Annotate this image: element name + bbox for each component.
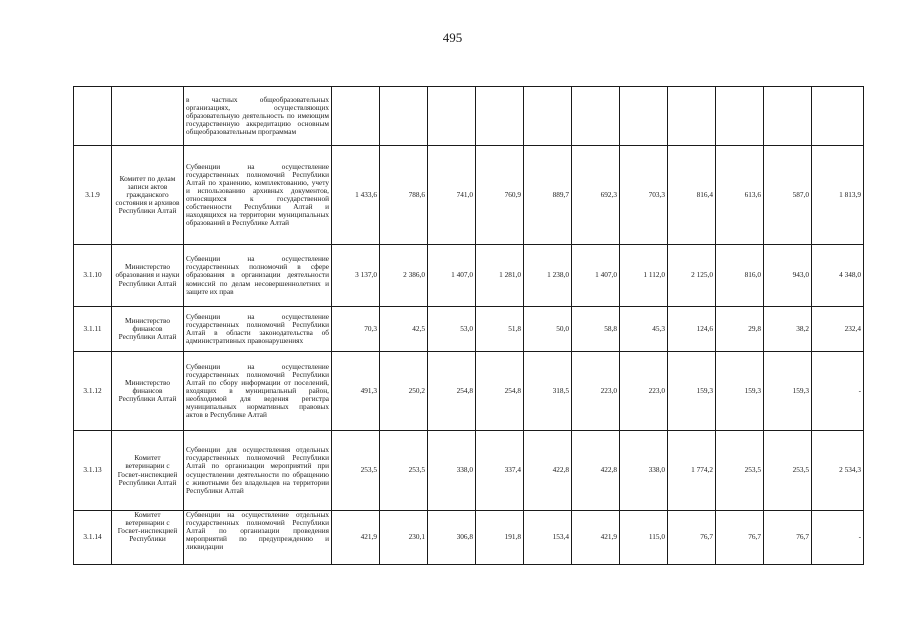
description-cell: в частных общеобразовательных организациях, осуществляющих образовательную деятельность по имеющим государственную аккредитацию основным общеобразовательным программам xyxy=(184,87,332,146)
value-cell xyxy=(332,87,380,146)
value-cell: 816,0 xyxy=(716,245,764,307)
row-code-cell: 3.1.12 xyxy=(74,352,112,431)
value-cell: 587,0 xyxy=(764,146,812,245)
value-cell xyxy=(524,87,572,146)
value-cell: 50,0 xyxy=(524,307,572,352)
value-cell: 889,7 xyxy=(524,146,572,245)
value-cell: 337,4 xyxy=(476,431,524,511)
value-cell: 254,8 xyxy=(428,352,476,431)
agency-cell: Комитет ветеринарии с Госвет-инспекцией Республики xyxy=(112,511,184,565)
value-cell: 692,3 xyxy=(572,146,620,245)
page-number: 495 xyxy=(442,30,463,45)
value-cell xyxy=(620,87,668,146)
value-cell: 223,0 xyxy=(572,352,620,431)
value-cell: 613,6 xyxy=(716,146,764,245)
value-cell: 124,6 xyxy=(668,307,716,352)
table-row xyxy=(74,245,864,307)
description-cell: Субвенции на осуществление государственных полномочий Республики Алтай по хранению, комплектованию, учету и использованию архивных документов, относящихся к государственной собственности Республики Алтай и находящихся на территории муниципальных образований в Республике Алтай xyxy=(184,146,332,245)
value-cell: 51,8 xyxy=(476,307,524,352)
value-cell: 3 137,0 xyxy=(332,245,380,307)
value-cell: 253,5 xyxy=(332,431,380,511)
value-cell xyxy=(668,87,716,146)
value-cell: 45,3 xyxy=(620,307,668,352)
value-cell: 253,5 xyxy=(380,431,428,511)
value-cell: 318,5 xyxy=(524,352,572,431)
row-code-cell: 3.1.10 xyxy=(74,245,112,307)
row-code-cell: 3.1.9 xyxy=(74,146,112,245)
description-cell: Субвенции на осуществление государственных полномочий Республики Алтай в области законодательства об административных правонарушениях xyxy=(184,307,332,352)
value-cell: 159,3 xyxy=(764,352,812,431)
value-cell: 1 281,0 xyxy=(476,245,524,307)
agency-cell: Комитет ветеринарии с Госвет-инспекцией Республики Алтай xyxy=(112,431,184,511)
value-cell: 29,8 xyxy=(716,307,764,352)
value-cell: 153,4 xyxy=(524,511,572,565)
value-cell: 788,6 xyxy=(380,146,428,245)
value-cell: 70,3 xyxy=(332,307,380,352)
value-cell: 254,8 xyxy=(476,352,524,431)
table-row xyxy=(74,87,864,146)
value-cell: 338,0 xyxy=(620,431,668,511)
description-cell: Субвенции для осуществления отдельных государственных полномочий Республики Алтай по организации мероприятий при осуществлении деятельности по обращению с животными без владельцев на территории Республики Алтай xyxy=(184,431,332,511)
budget-table xyxy=(73,86,864,565)
value-cell: 422,8 xyxy=(572,431,620,511)
value-cell xyxy=(380,87,428,146)
value-cell: 253,5 xyxy=(716,431,764,511)
value-cell xyxy=(476,87,524,146)
row-code-cell: 3.1.13 xyxy=(74,431,112,511)
value-cell: 421,9 xyxy=(332,511,380,565)
table-row xyxy=(74,352,864,431)
value-cell: 1 407,0 xyxy=(428,245,476,307)
agency-cell: Министерство финансов Республики Алтай xyxy=(112,307,184,352)
value-cell: 741,0 xyxy=(428,146,476,245)
description-cell: Субвенции на осуществление государственных полномочий Республики Алтай по сбору информации от поселений, входящих в муниципальный район, необходимой для ведения регистра муниципальных нормативных правовых актов в Республике Алтай xyxy=(184,352,332,431)
table-row xyxy=(74,146,864,245)
value-cell: 159,3 xyxy=(716,352,764,431)
value-cell xyxy=(716,87,764,146)
value-cell xyxy=(764,87,812,146)
value-cell: 816,4 xyxy=(668,146,716,245)
value-cell: 1 112,0 xyxy=(620,245,668,307)
value-cell: 1 774,2 xyxy=(668,431,716,511)
value-cell: 232,4 xyxy=(812,307,864,352)
value-cell: 115,0 xyxy=(620,511,668,565)
value-cell: 703,3 xyxy=(620,146,668,245)
agency-cell xyxy=(112,87,184,146)
value-cell: 223,0 xyxy=(620,352,668,431)
value-cell: - xyxy=(812,511,864,565)
description-cell: Субвенции на осуществление отдельных государственных полномочий Республики Алтай по организации проведения мероприятий по предупреждению и ликвидации xyxy=(184,511,332,565)
value-cell: 2 534,3 xyxy=(812,431,864,511)
value-cell: 491,3 xyxy=(332,352,380,431)
description-cell: Субвенции на осуществление государственных полномочий в сфере образования в организации деятельности комиссий по делам несовершеннолетних и защите их прав xyxy=(184,245,332,307)
value-cell: 421,9 xyxy=(572,511,620,565)
value-cell xyxy=(572,87,620,146)
value-cell: 1 238,0 xyxy=(524,245,572,307)
value-cell: 338,0 xyxy=(428,431,476,511)
value-cell: 58,8 xyxy=(572,307,620,352)
table-row xyxy=(74,431,864,511)
agency-cell: Министерство финансов Республики Алтай xyxy=(112,352,184,431)
value-cell: 76,7 xyxy=(764,511,812,565)
value-cell: 306,8 xyxy=(428,511,476,565)
value-cell: 1 813,9 xyxy=(812,146,864,245)
value-cell: - xyxy=(812,352,864,431)
value-cell xyxy=(812,87,864,146)
value-cell: 53,0 xyxy=(428,307,476,352)
value-cell: 76,7 xyxy=(668,511,716,565)
value-cell: 253,5 xyxy=(764,431,812,511)
value-cell: 38,2 xyxy=(764,307,812,352)
table-row xyxy=(74,511,864,565)
value-cell: 1 407,0 xyxy=(572,245,620,307)
value-cell: 230,1 xyxy=(380,511,428,565)
value-cell: 250,2 xyxy=(380,352,428,431)
value-cell xyxy=(428,87,476,146)
value-cell: 2 386,0 xyxy=(380,245,428,307)
value-cell: 422,8 xyxy=(524,431,572,511)
row-code-cell: 3.1.14 xyxy=(74,511,112,565)
table-body xyxy=(74,87,864,565)
value-cell: 1 433,6 xyxy=(332,146,380,245)
agency-cell: Комитет по делам записи актов гражданского состояния и архивов Республики Алтай xyxy=(112,146,184,245)
agency-cell: Министерство образования и науки Республики Алтай xyxy=(112,245,184,307)
value-cell: 2 125,0 xyxy=(668,245,716,307)
value-cell: 760,9 xyxy=(476,146,524,245)
value-cell: 159,3 xyxy=(668,352,716,431)
value-cell: 943,0 xyxy=(764,245,812,307)
value-cell: 76,7 xyxy=(716,511,764,565)
value-cell: 42,5 xyxy=(380,307,428,352)
row-code-cell xyxy=(74,87,112,146)
value-cell: 191,8 xyxy=(476,511,524,565)
row-code-cell: 3.1.11 xyxy=(74,307,112,352)
table-row xyxy=(74,307,864,352)
value-cell: 4 348,0 xyxy=(812,245,864,307)
